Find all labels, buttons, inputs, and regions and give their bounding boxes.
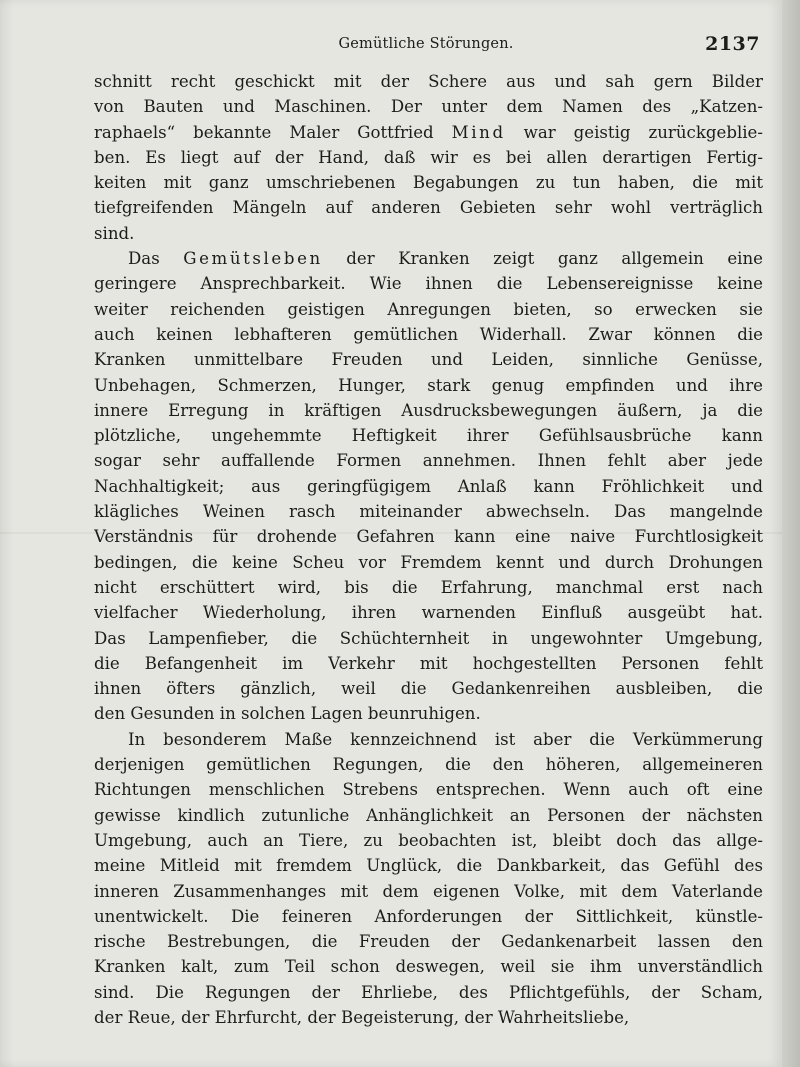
paragraph <box>94 246 763 727</box>
text-line: der Reue, der Ehrfurcht, der Begeisterung, der Wahrheitsliebe, <box>94 1007 630 1027</box>
text-line: gewisse kindlich zutunliche Anhänglichkeit an Personen der nächsten <box>94 805 763 825</box>
text-line: Kranken kalt, zum Teil schon deswegen, weil sie ihm unverständlich <box>94 957 763 977</box>
text-line: bedingen, die keine Scheu vor Fremdem kennt und durch Drohungen <box>94 552 763 572</box>
text-line: klägliches Weinen rasch miteinander abwechseln. Das mangelnde <box>94 502 763 522</box>
text-line: vielfacher Wiederholung, ihren warnenden Einfluß ausgeübt hat. <box>94 603 763 623</box>
paragraph <box>94 727 763 1031</box>
text-line: plötzliche, ungehemmte Heftigkeit ihrer Gefühlsausbrüche kann <box>94 426 763 446</box>
text-line: In besonderem Maße kennzeichnend ist aber die Verkümmerung <box>128 729 763 749</box>
paragraph <box>94 69 763 246</box>
spaced-emphasis: Mind <box>451 122 506 142</box>
text-line: keiten mit ganz umschriebenen Begabungen zu tun haben, die mit <box>94 173 763 193</box>
text-line: inneren Zusammenhanges mit dem eigenen Volke, mit dem Vaterlande <box>94 881 763 901</box>
text-line: nicht erschüttert wird, bis die Erfahrung, manchmal erst nach <box>94 577 763 597</box>
text-line: unentwickelt. Die feineren Anforderungen der Sittlichkeit, künstle- <box>94 906 763 926</box>
text-line: schnitt recht geschickt mit der Schere aus und sah gern Bilder <box>94 72 763 91</box>
text-line: sogar sehr auffallende Formen annehmen. Ihnen fehlt aber jede <box>94 451 763 471</box>
text-line: ben. Es liegt auf der Hand, daß wir es bei allen derartigen Fertig- <box>94 147 763 167</box>
text-line: ihnen öfters gänzlich, weil die Gedankenreihen ausbleiben, die <box>94 679 763 699</box>
text-line: Das Lampenfieber, die Schüchternheit in ungewohnter Umgebung, <box>94 628 763 648</box>
text-line: die Befangenheit im Verkehr mit hochgestellten Personen fehlt <box>94 653 763 673</box>
spaced-emphasis: Gemütsleben <box>183 249 323 269</box>
text-line: sind. Die Regungen der Ehrliebe, des Pflichtgefühls, der Scham, <box>94 982 763 1002</box>
text-line: innere Erregung in kräftigen Ausdrucksbewegungen äußern, ja die <box>94 400 763 420</box>
text-line: Kranken unmittelbare Freuden und Leiden, sinnliche Genüsse, <box>94 350 763 370</box>
text-line: Richtungen menschlichen Strebens entsprechen. Wenn auch oft eine <box>94 780 763 800</box>
text-line: rische Bestrebungen, die Freuden der Gedankenarbeit lassen den <box>94 932 763 952</box>
text-line: meine Mitleid mit fremdem Unglück, die Dankbarkeit, das Gefühl des <box>94 856 763 876</box>
text-line: von Bauten und Maschinen. Der unter dem Namen des „Katzen- <box>94 97 763 117</box>
page-number: 2137 <box>705 33 760 55</box>
text-line: Nachhaltigkeit; aus geringfügigem Anlaß kann Fröhlichkeit und <box>94 476 763 496</box>
text-line: tiefgreifenden Mängeln auf anderen Gebieten sehr wohl verträglich <box>94 198 763 218</box>
text-segment: Das <box>128 249 184 269</box>
text-line: Unbehagen, Schmerzen, Hunger, stark genug empfinden und ihre <box>94 375 763 395</box>
running-header <box>92 31 760 57</box>
text-line: Umgebung, auch an Tiere, zu beobachten ist, bleibt doch das allge- <box>94 830 763 850</box>
text-line: derjenigen gemütlichen Regungen, die den höheren, allgemeineren <box>94 755 763 775</box>
text-line: geringere Ansprechbarkeit. Wie ihnen die Lebensereignisse keine <box>94 274 763 294</box>
text-line: weiter reichenden geistigen Anregungen bieten, so erwecken sie <box>94 299 763 319</box>
text-line <box>94 246 763 271</box>
text-segment: der Kranken zeigt ganz allgemein eine <box>322 249 763 269</box>
text-line: Verständnis für drohende Gefahren kann eine naive Furchtlosigkeit <box>94 527 763 547</box>
text-line: den Gesunden in solchen Lagen beunruhigen. <box>94 704 481 724</box>
text-line: sind. <box>94 223 135 243</box>
text-line: auch keinen lebhafteren gemütlichen Widerhall. Zwar können die <box>94 324 763 344</box>
text-segment: raphaels“ bekannte Maler Gottfried <box>94 122 452 142</box>
text-segment: war geistig zurückgeblie- <box>505 122 763 142</box>
page-edge <box>782 0 800 1067</box>
text-line <box>94 120 763 145</box>
body-text <box>94 69 763 1030</box>
running-title: Gemütliche Störungen. <box>338 36 514 52</box>
